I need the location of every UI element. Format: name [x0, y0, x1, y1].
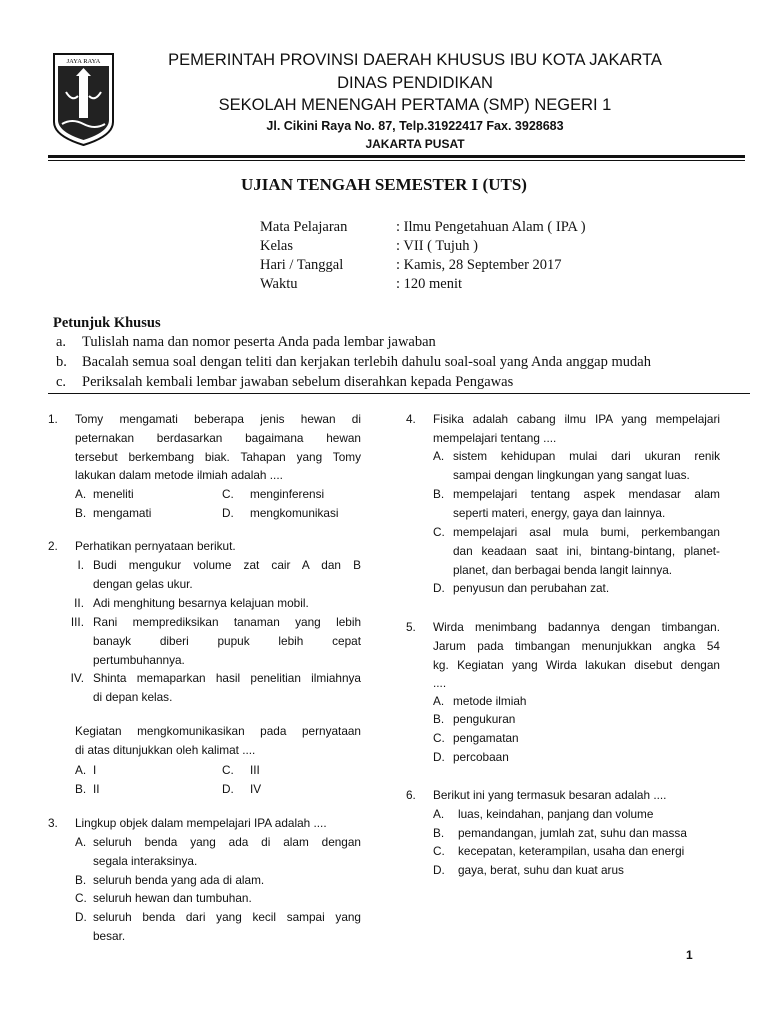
text-line: mempelajari tentang ....	[433, 430, 557, 445]
option-letter: D.	[75, 910, 87, 924]
statement-text: Adi menghitung besarnya kelajuan mobil.	[93, 596, 309, 610]
letterhead-government: PEMERINTAH PROVINSI DAERAH KHUSUS IBU KOTA JAKARTA	[168, 51, 662, 69]
statement-text	[93, 669, 361, 707]
text-line: dengan gelas ukur.	[93, 576, 193, 591]
letterhead-city: JAKARTA PUSAT	[365, 137, 465, 151]
option-text: menginferensi	[250, 487, 325, 501]
text-line: Jarum pada timbangan menunjukkan angka 54	[433, 638, 720, 653]
option-letter: C.	[433, 525, 445, 539]
question-number: 4.	[406, 412, 416, 426]
question-number: 3.	[48, 816, 58, 830]
question-number: 1.	[48, 412, 58, 426]
text-line: seluruh benda dari yang kecil sampai yang	[93, 910, 361, 924]
statement-number: II.	[74, 596, 84, 610]
question-2-intro: Perhatikan pernyataan berikut.	[75, 539, 236, 553]
option-letter: A.	[75, 835, 87, 849]
option-letter: B.	[75, 873, 87, 887]
option-text: pemandangan, jumlah zat, suhu dan massa	[458, 826, 687, 840]
instruction-text: Periksalah kembali lembar jawaban sebelum diserahkan kepada Pengawas	[82, 374, 514, 390]
option-text	[93, 908, 361, 946]
instruction-letter: c.	[56, 374, 67, 390]
text-line: pertumbuhannya.	[93, 652, 185, 667]
info-value-date: : Kamis, 28 September 2017	[396, 257, 562, 273]
text-line: Fisika adalah cabang ilmu IPA yang mempelajari	[433, 412, 720, 426]
option-letter: C.	[222, 487, 234, 501]
option-text: II	[93, 782, 100, 796]
svg-text:JAYA RAYA: JAYA RAYA	[66, 58, 101, 65]
exam-title: UJIAN TENGAH SEMESTER I (UTS)	[241, 175, 527, 194]
info-value-time: : 120 menit	[396, 276, 463, 292]
option-letter: B.	[75, 506, 87, 520]
statement-number: III.	[70, 615, 84, 629]
text-line: banayk diberi pupuk lebih cepat	[93, 633, 361, 648]
option-letter: A.	[75, 763, 87, 777]
option-letter: B.	[75, 782, 87, 796]
text-line: kg. Kegiatan yang Wirda lakukan disebut dengan	[433, 657, 720, 672]
text-line: seperti materi, energy, gaya dan lainnya.	[453, 505, 666, 520]
question-3-stem: Lingkup objek dalam mempelajari IPA adalah ....	[75, 816, 327, 830]
text-line: di atas ditunjukkan oleh kalimat ....	[75, 742, 256, 757]
text-line: dan keadaan saat ini, bintang-bintang, planet-	[453, 543, 720, 558]
option-text: percobaan	[453, 750, 509, 764]
option-letter: C.	[75, 891, 87, 905]
question-4-text	[433, 410, 720, 448]
text-line: di depan kelas.	[93, 689, 173, 704]
question-1-text	[75, 410, 361, 485]
text-line: peternakan berdasarkan bagaimana hewan	[75, 430, 361, 445]
question-number: 6.	[406, 788, 416, 802]
statement-text	[93, 556, 361, 594]
option-letter: D.	[433, 863, 445, 877]
question-2-prompt	[75, 722, 361, 760]
text-line: segala interaksinya.	[93, 853, 198, 868]
option-text: kecepatan, keterampilan, usaha dan energi	[458, 844, 685, 858]
statement-number: I.	[77, 558, 84, 572]
option-text: mengkomunikasi	[250, 506, 339, 520]
question-6-stem: Berikut ini yang termasuk besaran adalah ....	[433, 788, 667, 802]
option-letter: C.	[433, 731, 445, 745]
option-letter: A.	[75, 487, 87, 501]
page-number: 1	[686, 948, 693, 962]
option-text: metode ilmiah	[453, 694, 527, 708]
info-label-subject: Mata Pelajaran	[260, 219, 348, 235]
instructions-title: Petunjuk Khusus	[53, 315, 161, 331]
text-line: besar.	[93, 928, 126, 943]
option-text	[453, 485, 720, 523]
text-line: sistem kehidupan mulai dari ukuran renik	[453, 449, 720, 463]
text-line: sampai dengan lingkungan yang sangat luas.	[453, 467, 690, 482]
option-letter: A.	[433, 694, 445, 708]
statement-number: IV.	[70, 671, 84, 685]
option-text: seluruh benda yang ada di alam.	[93, 873, 265, 887]
option-text	[453, 447, 720, 485]
option-text	[453, 523, 720, 579]
option-letter: D.	[433, 581, 445, 595]
option-text: mengamati	[93, 506, 152, 520]
info-label-time: Waktu	[260, 276, 298, 292]
text-line: ....	[433, 676, 447, 691]
option-letter: D.	[222, 506, 234, 520]
instruction-text: Tulislah nama dan nomor peserta Anda pada lembar jawaban	[82, 334, 436, 350]
letterhead-rule-thick	[48, 155, 745, 158]
option-text: luas, keindahan, panjang dan volume	[458, 807, 654, 821]
letterhead-department: DINAS PENDIDIKAN	[337, 74, 493, 92]
letterhead-rule-thin	[48, 160, 745, 161]
text-line: Wirda menimbang badannya dengan timbangan.	[433, 620, 720, 634]
text-line: mempelajari asal mula bumi, perkembangan	[453, 525, 720, 539]
text-line: Budi mengukur volume zat cair A dan B	[93, 558, 361, 572]
option-text: seluruh hewan dan tumbuhan.	[93, 891, 252, 905]
text-line: planet, dan berbagai benda langit lainnya.	[453, 562, 673, 577]
text-line: seluruh benda yang ada di alam dengan	[93, 835, 361, 849]
option-letter: A.	[433, 449, 445, 463]
instruction-letter: b.	[56, 354, 67, 370]
option-letter: D.	[222, 782, 234, 796]
text-line: mempelajari tentang aspek mendasar alam	[453, 487, 720, 501]
text-line: lakukan dalam metode ilmiah adalah ....	[75, 468, 283, 483]
option-text: I	[93, 763, 97, 777]
info-value-class: : VII ( Tujuh )	[396, 238, 478, 254]
instruction-text: Bacalah semua soal dengan teliti dan kerjakan terlebih dahulu soal-soal yang Anda anggap mudah	[82, 354, 651, 370]
question-number: 5.	[406, 620, 416, 634]
option-text: pengukuran	[453, 712, 516, 726]
info-value-subject: : Ilmu Pengetahuan Alam ( IPA )	[396, 219, 586, 235]
text-line: Rani memprediksikan tanaman yang lebih	[93, 615, 361, 629]
option-letter: B.	[433, 826, 445, 840]
option-text: penyusun dan perubahan zat.	[453, 581, 610, 595]
letterhead-address: Jl. Cikini Raya No. 87, Telp.31922417 Fax. 3928683	[266, 119, 564, 133]
info-label-class: Kelas	[260, 238, 294, 254]
school-emblem-logo	[52, 52, 115, 147]
question-number: 2.	[48, 539, 58, 553]
option-text: IV	[250, 782, 262, 796]
option-text: meneliti	[93, 487, 134, 501]
option-letter: C.	[433, 844, 445, 858]
option-text	[93, 833, 361, 871]
option-text: pengamatan	[453, 731, 519, 745]
letterhead-school: SEKOLAH MENENGAH PERTAMA (SMP) NEGERI 1	[218, 96, 612, 114]
option-text: gaya, berat, suhu dan kuat arus	[458, 863, 624, 877]
option-letter: B.	[433, 712, 445, 726]
text-line: tersebut berkembang biak. Tahapan yang Tomy	[75, 449, 361, 464]
section-divider	[48, 393, 750, 394]
question-5-text	[433, 618, 720, 693]
info-label-date: Hari / Tanggal	[260, 257, 344, 273]
option-letter: A.	[433, 807, 445, 821]
option-letter: B.	[433, 487, 445, 501]
option-letter: D.	[433, 750, 445, 764]
option-letter: C.	[222, 763, 234, 777]
option-text: III	[250, 763, 260, 777]
instruction-letter: a.	[56, 334, 67, 350]
text-line: Kegiatan mengkomunikasikan pada pernyataan	[75, 724, 361, 738]
text-line: Tomy mengamati beberapa jenis hewan di	[75, 412, 361, 426]
text-line: Shinta memaparkan hasil penelitian ilmiahnya	[93, 671, 361, 685]
statement-text	[93, 613, 361, 669]
